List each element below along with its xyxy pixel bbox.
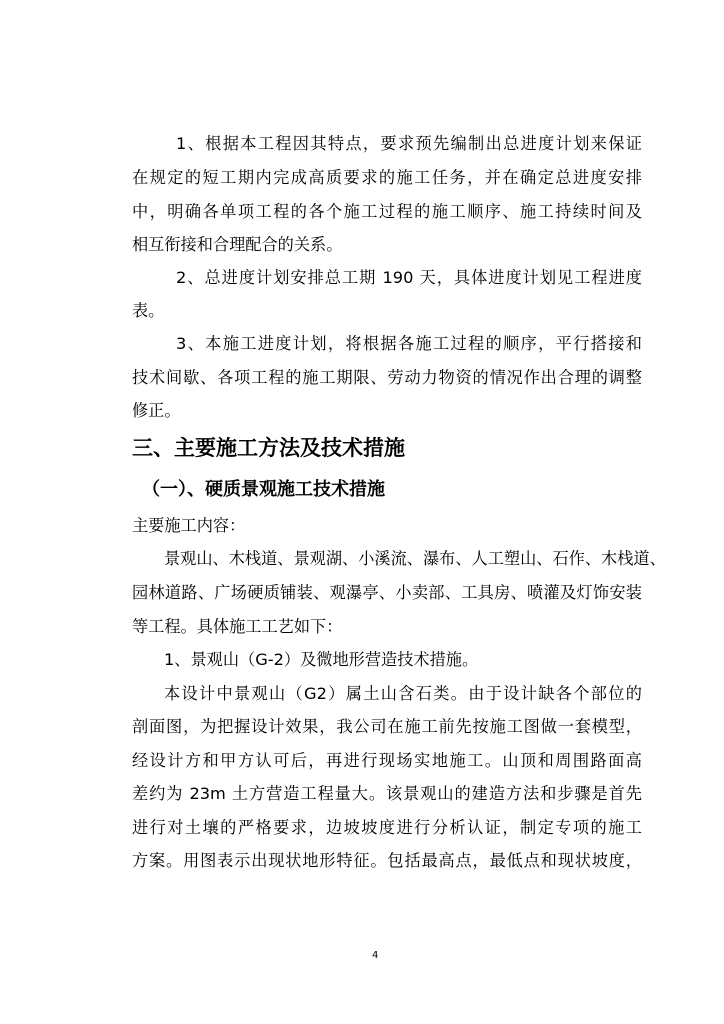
paragraph-1-line-1: 1、根据本工程因其特点，要求预先编制出总进度计划来保证 (176, 134, 642, 153)
paragraph-2-line-2: 表。 (132, 301, 165, 320)
content-label: 主要施工内容： (132, 516, 246, 535)
paragraph-3-line-2: 技术间歇、各项工程的施工期限、劳动力物资的情况作出合理的调整 (132, 368, 642, 387)
content-line-2: 园林道路、广场硬质铺装、观瀑亭、小卖部、工具房、喷灌及灯饰安装 (132, 583, 642, 602)
content-line-3: 等工程。具体施工工艺如下： (132, 617, 343, 636)
item-1-body-line-2: 剖面图，为把握设计效果，我公司在施工前先按施工图做一套模型， (132, 717, 642, 736)
paragraph-1-line-3: 中，明确各单项工程的各个施工过程的施工顺序、施工持续时间及 (132, 202, 642, 221)
content-line-1: 景观山、木栈道、景观湖、小溪流、瀑布、人工塑山、石作、木栈道、 (164, 549, 666, 568)
paragraph-3-line-1: 3、本施工进度计划，将根据各施工过程的顺序，平行搭接和 (176, 334, 642, 353)
item-1-body-line-3: 经设计方和甲方认可后，再进行现场实地施工。山顶和周围路面高 (132, 751, 642, 770)
item-1-body-line-4: 差约为 23m 土方营造工程量大。该景观山的建造方法和步骤是首先 (132, 784, 642, 803)
item-1-title: 1、景观山（G-2）及微地形营造技术措施。 (164, 650, 479, 669)
subsection-title: （一）、硬质景观施工技术措施 (142, 479, 385, 500)
item-1-body-line-6: 方案。用图表示出现状地形特征。包括最高点，最低点和现状坡度， (132, 851, 642, 870)
section-title: 三、主要施工方法及技术措施 (132, 436, 405, 460)
paragraph-1-line-2: 在规定的短工期内完成高质要求的施工任务，并在确定总进度安排 (132, 168, 642, 187)
item-1-body-line-5: 进行对土壤的严格要求，边坡坡度进行分析认证，制定专项的施工 (132, 818, 642, 837)
paragraph-3-line-3: 修正。 (132, 401, 181, 420)
paragraph-2-line-1: 2、总进度计划安排总工期 190 天，具体进度计划见工程进度 (176, 268, 642, 287)
page-number: 4 (372, 950, 379, 961)
item-1-body-line-1: 本设计中景观山（G2）属土山含石类。由于设计缺各个部位的 (164, 684, 642, 703)
paragraph-1-line-4: 相互衔接和合理配合的关系。 (132, 235, 343, 254)
